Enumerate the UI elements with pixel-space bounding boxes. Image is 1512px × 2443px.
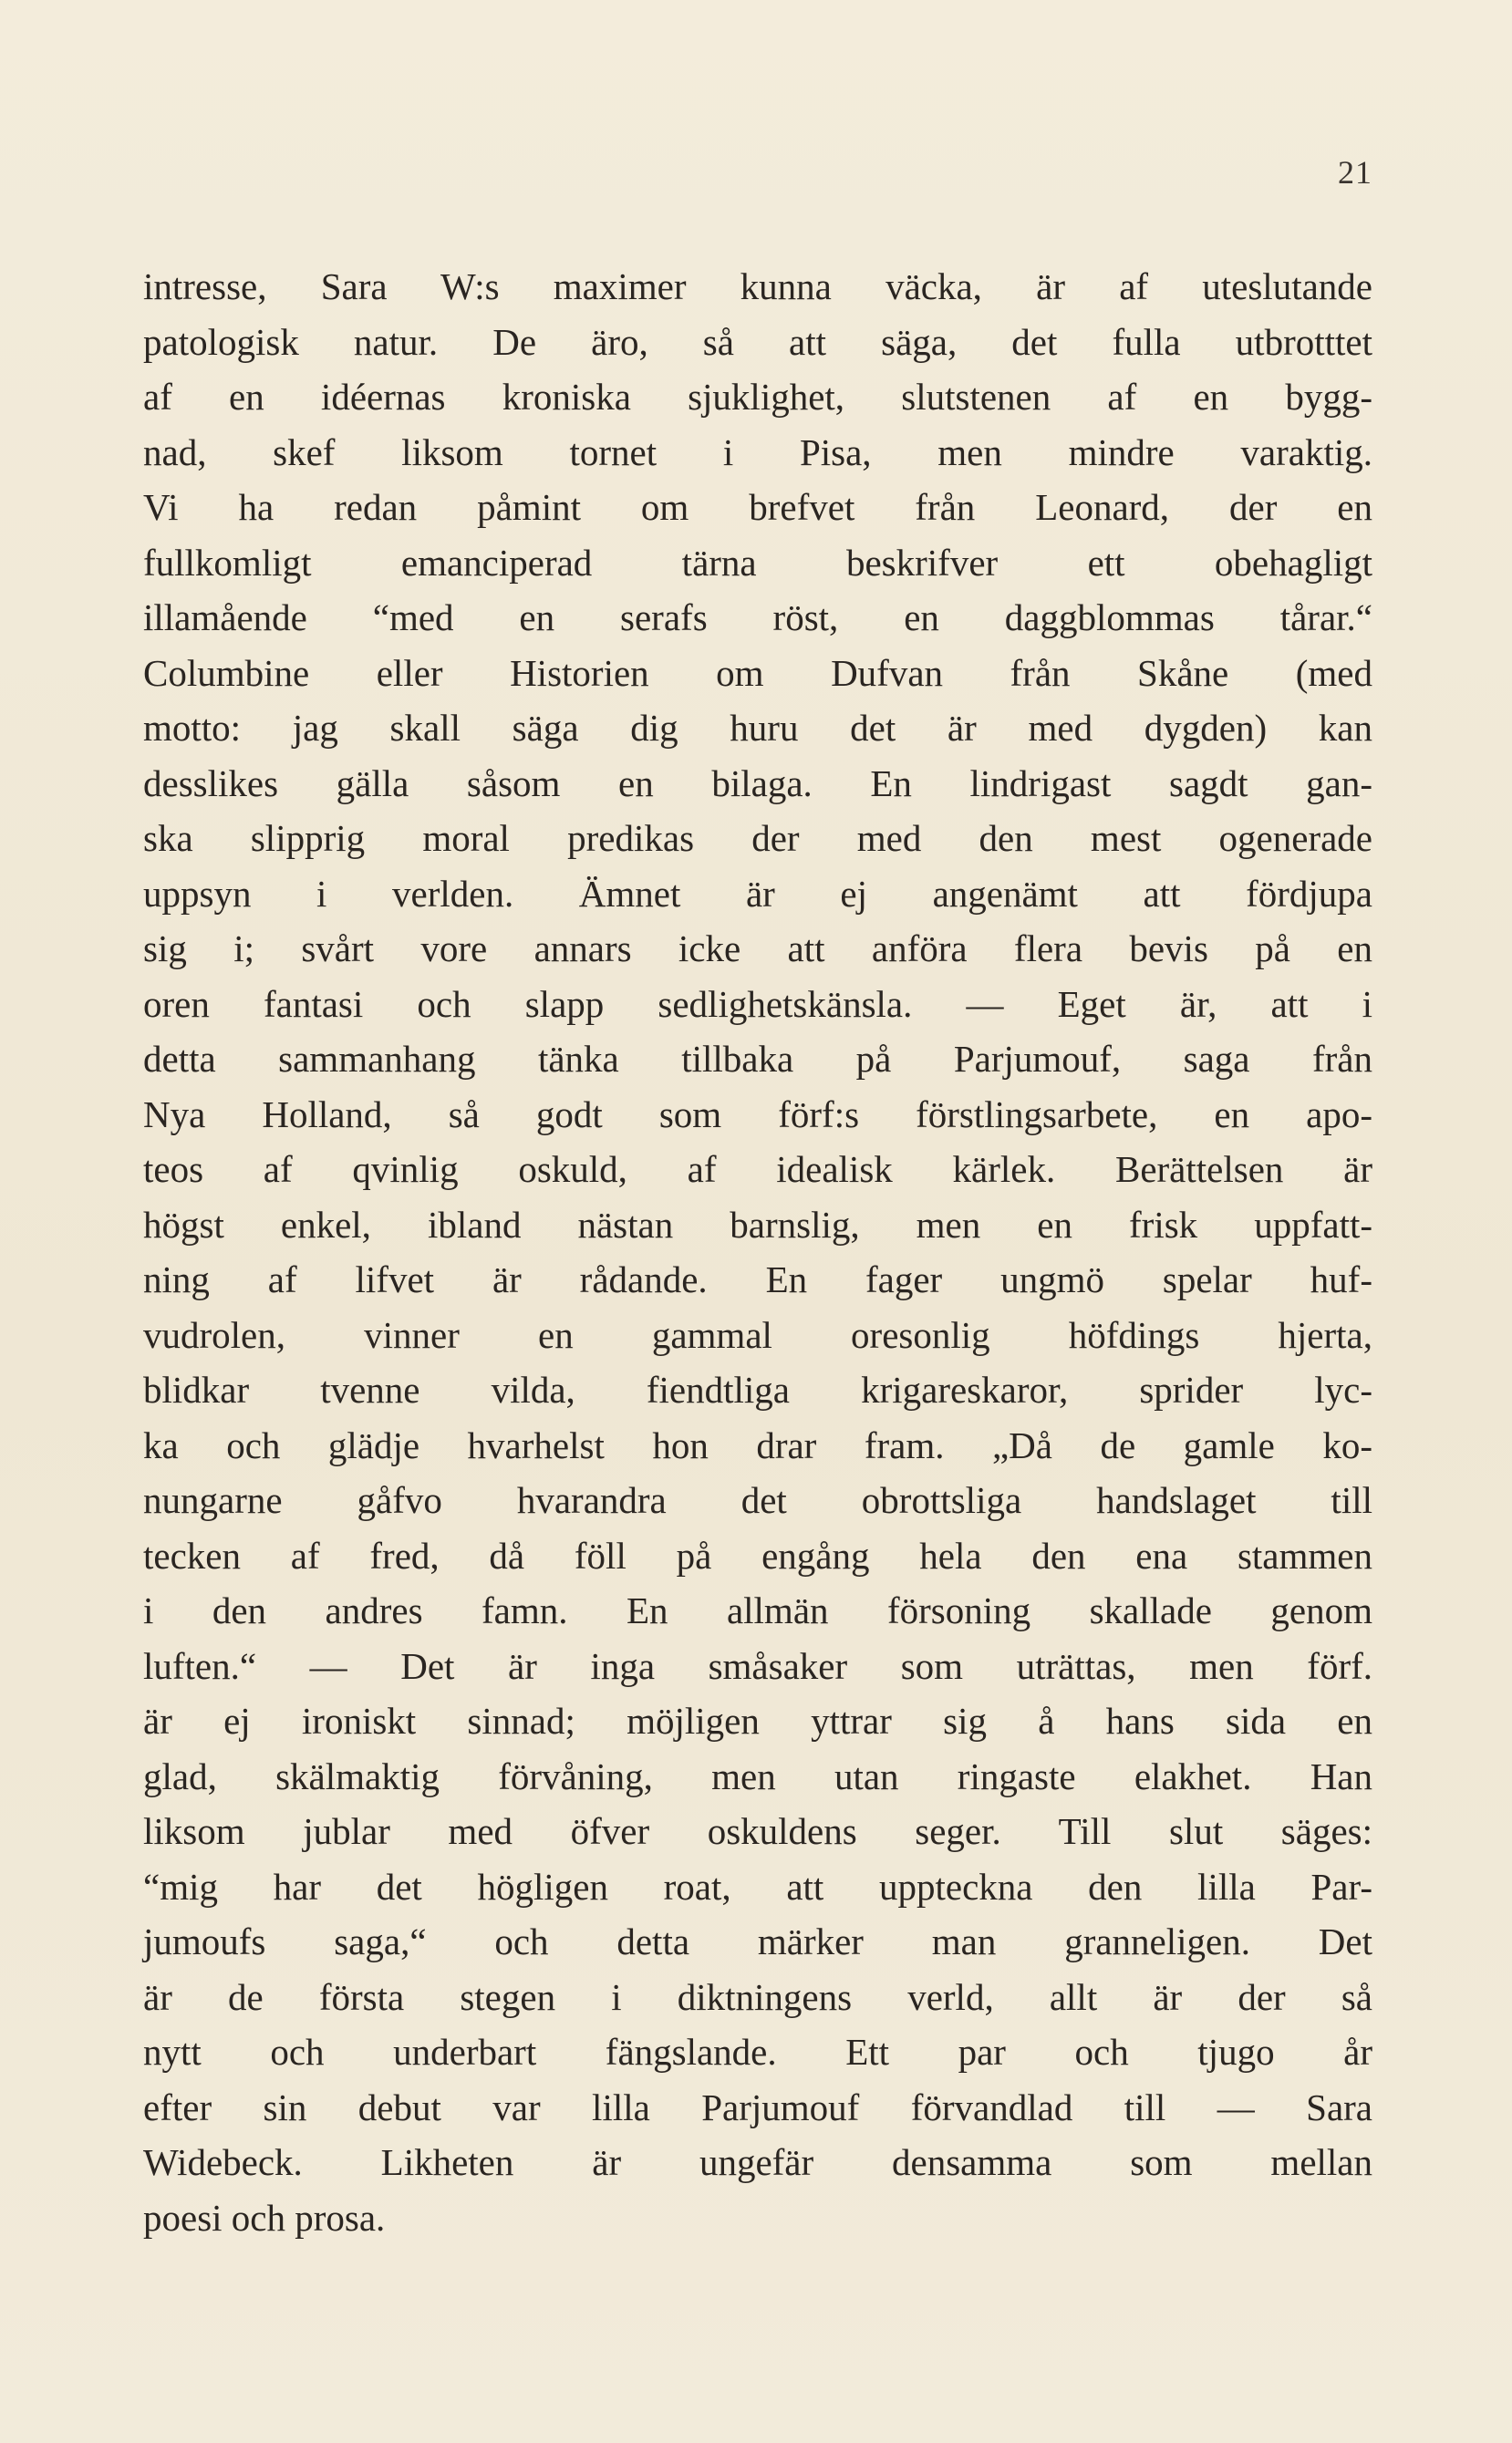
text-line: motto: jag skall säga dig huru det är med dygden) kan: [143, 707, 1372, 749]
text-line: sig i; svårt vore annars icke att anföra flera bevis på en: [143, 927, 1372, 969]
text-line: nad, skef liksom tornet i Pisa, men mindre varaktig.: [143, 430, 1372, 473]
text-line: glad, skälmaktig förvåning, men utan ringaste elakhet. Han: [143, 1755, 1372, 1797]
text-line: oren fantasi och slapp sedlighetskänsla. — Eget är, att i: [143, 982, 1372, 1025]
text-line: Vi ha redan påmint om brefvet från Leonard, der en: [143, 486, 1372, 528]
text-line: nytt och underbart fängslande. Ett par och tjugo år: [143, 2031, 1372, 2073]
text-line: Nya Holland, så godt som förf:s förstlingsarbete, en apo-: [143, 1092, 1372, 1135]
text-line: “mig har det högligen roat, att uppteckna den lilla Par-: [143, 1865, 1372, 1908]
text-line: blidkar tvenne vilda, fiendtliga krigareskaror, sprider lyc-: [143, 1369, 1372, 1411]
text-line: ning af lifvet är rådande. En fager ungmö spelar huf-: [143, 1258, 1372, 1300]
text-line: af en idéernas kroniska sjuklighet, slutstenen af en bygg-: [143, 376, 1372, 418]
text-line: liksom jublar med öfver oskuldens seger. Till slut säges:: [143, 1810, 1372, 1852]
text-line: nungarne gåfvo hvarandra det obrottsliga handslaget till: [143, 1479, 1372, 1521]
page-number: 21: [1338, 154, 1372, 191]
text-line: intresse, Sara W:s maximer kunna väcka, är af uteslutande: [143, 265, 1372, 307]
text-line: uppsyn i verlden. Ämnet är ej angenämt att fördjupa: [143, 872, 1372, 915]
text-line: är ej ironiskt sinnad; möjligen yttrar sig å hans sida en: [143, 1700, 1372, 1742]
text-line: desslikes gälla såsom en bilaga. En lindrigast sagdt gan-: [143, 761, 1372, 804]
text-line: patologisk natur. De äro, så att säga, det fulla utbrotttet: [143, 320, 1372, 363]
text-line: teos af qvinlig oskuld, af idealisk kärlek. Berättelsen är: [143, 1148, 1372, 1190]
text-line: vudrolen, vinner en gammal oresonlig höfdings hjerta,: [143, 1313, 1372, 1356]
text-line: ska slipprig moral predikas der med den mest ogenerade: [143, 817, 1372, 859]
text-line: i den andres famn. En allmän försoning skallade genom: [143, 1589, 1372, 1631]
body-text: [143, 259, 1372, 2245]
text-line: tecken af fred, då föll på engång hela den ena stammen: [143, 1534, 1372, 1577]
text-line: högst enkel, ibland nästan barnslig, men en frisk uppfatt-: [143, 1203, 1372, 1246]
text-line: detta sammanhang tänka tillbaka på Parjumouf, saga från: [143, 1038, 1372, 1080]
text-line-last: poesi och prosa.: [143, 2196, 386, 2239]
text-line: är de första stegen i diktningens verld, allt är der så: [143, 1975, 1372, 2018]
text-line: Columbine eller Historien om Dufvan från Skåne (med: [143, 651, 1372, 694]
text-line: jumoufs saga,“ och detta märker man granneligen. Det: [143, 1920, 1372, 1962]
text-line: Widebeck. Likheten är ungefär densamma som mellan: [143, 2141, 1372, 2183]
text-line: efter sin debut var lilla Parjumouf förvandlad till — Sara: [143, 2086, 1372, 2128]
text-line: illamående “med en serafs röst, en daggblommas tårar.“: [143, 596, 1372, 638]
text-line: luften.“ — Det är inga småsaker som uträttas, men förf.: [143, 1644, 1372, 1687]
text-line: fullkomligt emanciperad tärna beskrifver ett obehagligt: [143, 541, 1372, 584]
text-line: ka och glädje hvarhelst hon drar fram. „Då de gamle ko-: [143, 1423, 1372, 1466]
